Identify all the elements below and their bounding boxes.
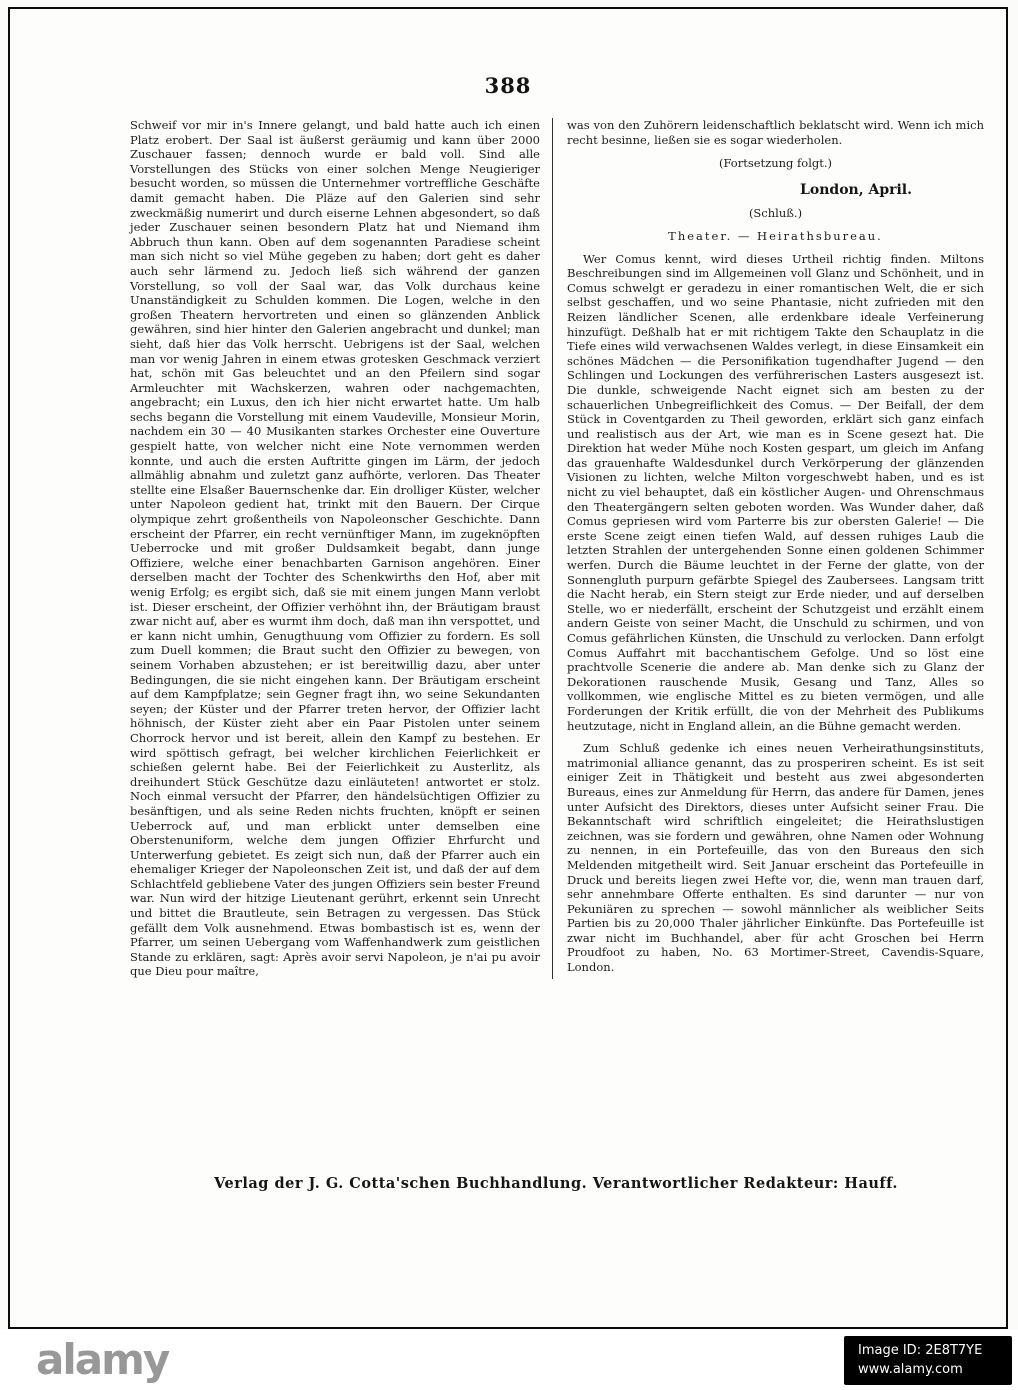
comus-paragraph: Wer Comus kennt, wird dieses Urtheil richtig finden. Miltons Beschreibungen sind im Allgemeinen voll Glanz und Schönheit, und in Comus schwelgt er geradezu in einer romantischen Welt, die er sich selbst geschaffen, und wo seine Phantasie, nicht zufrieden mit den Reizen ländlicher Scenen, alle erdenkbare ideale Verfeinerung hinzufügt. Deßhalb hat er mit richtigem Takte den Schauplatz in die Tiefe eines wild verwachsenen Waldes verlegt, in diese Einsamkeit ein schönes Mädchen — die Personifikation tugendhafter Jugend — den Schlingen und Lockungen des verführerischen Lasters ausgesezt ist. Die dunkle, schweigende Nacht eignet sich am besten zu der schauerlichen Unbegreiflichkeit des Comus. — Der Beifall, der dem Stück in Coventgarden zu Theil geworden, erklärt sich ganz einfach und realistisch aus der Art, wie man es in Scene gesezt hat. Die Direktion hat weder Mühe noch Kosten gespart, um gleich im Anfang das grauenhafte Waldesdunkel durch Verkörperung der glänzenden Visionen zu lichten, welche Milton vorgeschwebt haben, und es ist nicht zu viel behauptet, daß ein köstlicher Augen- und Ohrenschmaus den Theatergängern selten geboten worden. Was Wunder daher, daß Comus gepriesen wird vom Parterre bis zur obersten Galerie! — Die erste Scene zeigt einen tiefen Wald, auf dessen ruhiges Laub die letzten Strahlen der untergehenden Sonne einen goldenen Schimmer werfen. Durch die Bäume leuchtet in der Ferne der glatte, von der Sonnengluth purpurn gefärbte Spiegel des Zaubersees. Langsam tritt die Nacht herab, ein Stern steigt zur Erde nieder, und auf derselben Stelle, wo er niederfällt, erscheint der Schutzgeist und erzählt einem andern Geiste von seiner Macht, die Unschuld zu schirmen, und von Comus gefährlichen Künsten, die Unschuld zu verlocken. Dann erfolgt Comus Auffahrt mit bacchantischem Gefolge. Und so löst eine prachtvolle Scenerie die andere ab. Man denke sich zu Glanz der Dekorationen rauschende Musik, Gesang und Tanz, Alles so vollkommen, wie englische Mittel es zu bieten vermögen, und alle Forderungen der Kritik erfüllt, die von der Mehrheit des Publikums heutzutage, nicht in England allein, an die Bühne gemacht werden. <box>567 251 984 733</box>
schluss-note: (Schluß.) <box>748 206 803 221</box>
publisher-line: Verlag der J. G. Cotta'schen Buchhandlung. Verantwortlicher Redakteur: Hauff. <box>214 1175 898 1192</box>
image-id-label: Image ID: 2E8T7YE <box>858 1342 983 1358</box>
continuation-paragraph: was von den Zuhörern leidenschaftlich beklatscht wird. Wenn ich mich recht besinne, ließen sie es sogar wiederholen. <box>567 118 984 147</box>
scanned-page <box>8 7 1008 1329</box>
alamy-logo: alamy <box>36 1335 169 1384</box>
image-id-box <box>844 1336 1012 1385</box>
alamy-url: www.alamy.com <box>858 1361 963 1377</box>
text-columns <box>130 118 984 979</box>
left-column-text: Schweif vor mir in's Innere gelangt, und bald hatte auch ich einen Platz erobert. Der Saal ist äußerst geräumig und kann über 2000 Zuschauer fassen; dennoch wurde er bald voll. Sind alle Vorstellungen des Stücks von einer solchen Menge Neugieriger besucht worden, so müssen die Unternehmer vortreffliche Geschäfte damit gemacht haben. Die Pläze auf den Galerien sind sehr zweckmäßig numerirt und durch eiserne Lehnen abgesondert, so daß jeder Zuschauer seinen besondern Platz hat und Niemand ihm Abbruch thun kann. Oben auf dem sogenannten Paradiese scheint man sich nicht so viel Mühe gegeben zu haben; dort geht es daher auch sehr lärmend zu. Jedoch ließ sich während der ganzen Vorstellung, so voll der Saal war, das Volk durchaus keine Unanständigkeit zu Schulden kommen. Die Logen, welche in den großen Theatern hervortreten und einen so glänzenden Anblick gewähren, sind hier hinter den Galerien angebracht und dunkel; man sieht, daß hier das Volk herrscht. Uebrigens ist der Saal, welchen man vor wenig Jahren in einem etwas grotesken Geschmack verziert hat, schön mit Gas beleuchtet und an den Pfeilern sind sogar Armleuchter mit Wachskerzen, wahren oder nachgemachten, angebracht; ein Luxus, den ich hier nicht erwartet hatte. Um halb sechs begann die Vorstellung mit einem Vaudeville, Monsieur Morin, nachdem ein 30 — 40 Musikanten starkes Orchester eine Ouverture gespielt hatte, von welcher nicht eine Note vernommen werden konnte, und auch die ersten Auftritte gingen im Lärm, der jedoch allmählig abnahm und zuletzt ganz aufhörte, verloren. Das Theater stellte eine Elsaßer Bauernschenke dar. Ein drolliger Küster, welcher unter Napoleon gedient hat, trinkt mit den Bauern. Der Cirque olympique zehrt großentheils von Napoleonscher Geschichte. Dann erscheint der Pfarrer, ein recht vernünftiger Mann, im zugeknöpften Ueberrocke und mit großer Duldsamkeit begabt, dann junge Offiziere, welche einer benachbarten Garnison angehören. Einer derselben macht der Tochter des Schenkwirths den Hof, aber mit wenig Erfolg; es ergibt sich, daß sie mit einem jungen Mann verlobt ist. Dieser erscheint, der Offizier verhöhnt ihn, der Bräutigam braust zwar nicht auf, aber es wurmt ihm doch, daß man ihn verspottet, und er kann nicht umhin, Genugthuung vom Offizier zu fordern. Es soll zum Duell kommen; die Braut sucht den Offizier zu bewegen, von seinem Vorhaben abzustehen; er ist bereitwillig dazu, aber unter Bedingungen, die sie nicht eingehen kann. Der Bräutigam erscheint auf dem Kampfplatze; sein Gegner fragt ihn, wo seine Sekundanten seyen; der Küster und der Pfarrer treten hervor, der Offizier lacht höhnisch, der Küster zieht aber ein Paar Pistolen unter seinem Chorrock hervor und ist bereit, allein den Kampf zu bestehen. Er wird spöttisch gefragt, bei welcher kirchlichen Feierlichkeit er schießen gelernt habe. Bei der Feierlichkeit zu Austerlitz, als dreihundert Stück Geschütze dazu einläuteten! antwortet er stolz. Noch einmal versucht der Pfarrer, den händelsüchtigen Offizier zu besänftigen, und als seine Reden nichts fruchten, knöpft er seinen Ueberrock auf, und man erblickt unter demselben eine Oberstenuniform, welche dem jungen Offizier Ehrfurcht und Unterwerfung gebietet. Es zeigt sich nun, daß der Pfarrer auch ein ehemaliger Krieger der Napoleonschen Zeit ist, und daß der auf dem Schlachtfeld gebliebene Vater des jungen Offiziers sein bester Freund war. Nun wird der hitzige Lieutenant gerührt, erkennt sein Unrecht und bittet die Brautleute, sein Betragen zu vergessen. Das Stück gefällt dem Volk ausnehmend. Etwas bombastisch ist es, wenn der Pfarrer, um seinen Uebergang vom Waffenhandwerk zum geistlichen Stande zu erklären, sagt: Après avoir servi Napoleon, je n'ai pu avoir que Dieu pour maître, <box>130 118 540 979</box>
section-heading: Theater. — Heirathsbureau. <box>668 228 883 243</box>
watermark-bar <box>0 1330 1018 1390</box>
fortsetzung-note: (Fortsetzung folgt.) <box>718 156 833 171</box>
left-column <box>130 118 552 979</box>
heiratsbureau-paragraph: Zum Schluß gedenke ich eines neuen Verheirathungsinstituts, matrimonial alliance genannt, das zu prosperiren scheint. Es ist seit einiger Zeit in Thätigkeit und besteht aus zwei abgesonderten Bureaus, eines zur Anmeldung für Herrn, das andere für Damen, jenes unter Aufsicht des Direktors, dieses unter Aufsicht seiner Frau. Die Bekanntschaft wird schriftlich eingeleitet; die Heirathslustigen zeichnen, was sie fordern und gewähren, ohne Namen oder Wohnung zu nennen, in ein Portefeuille, das von den Bureaus den sich Meldenden mitgetheilt wird. Seit Januar erscheint das Portefeuille in Druck und bereits liegen zwei Hefte vor, die, wenn man trauen darf, sehr annehmbare Offerte enthalten. Es sind darunter — nur von Pekuniären zu sprechen — sowohl männlicher als weiblicher Seits Partien bis zu 20,000 Thaler jährlicher Einkünfte. Das Portefeuille ist zwar nicht im Buchhandel, aber für acht Groschen bei Herrn Proudfoot zu haben, No. 63 Mortimer-Street, Cavendis-Square, London. <box>567 741 984 975</box>
dateline: London, April. <box>800 181 912 198</box>
page-number: 388 <box>484 73 532 98</box>
right-column <box>552 118 984 979</box>
